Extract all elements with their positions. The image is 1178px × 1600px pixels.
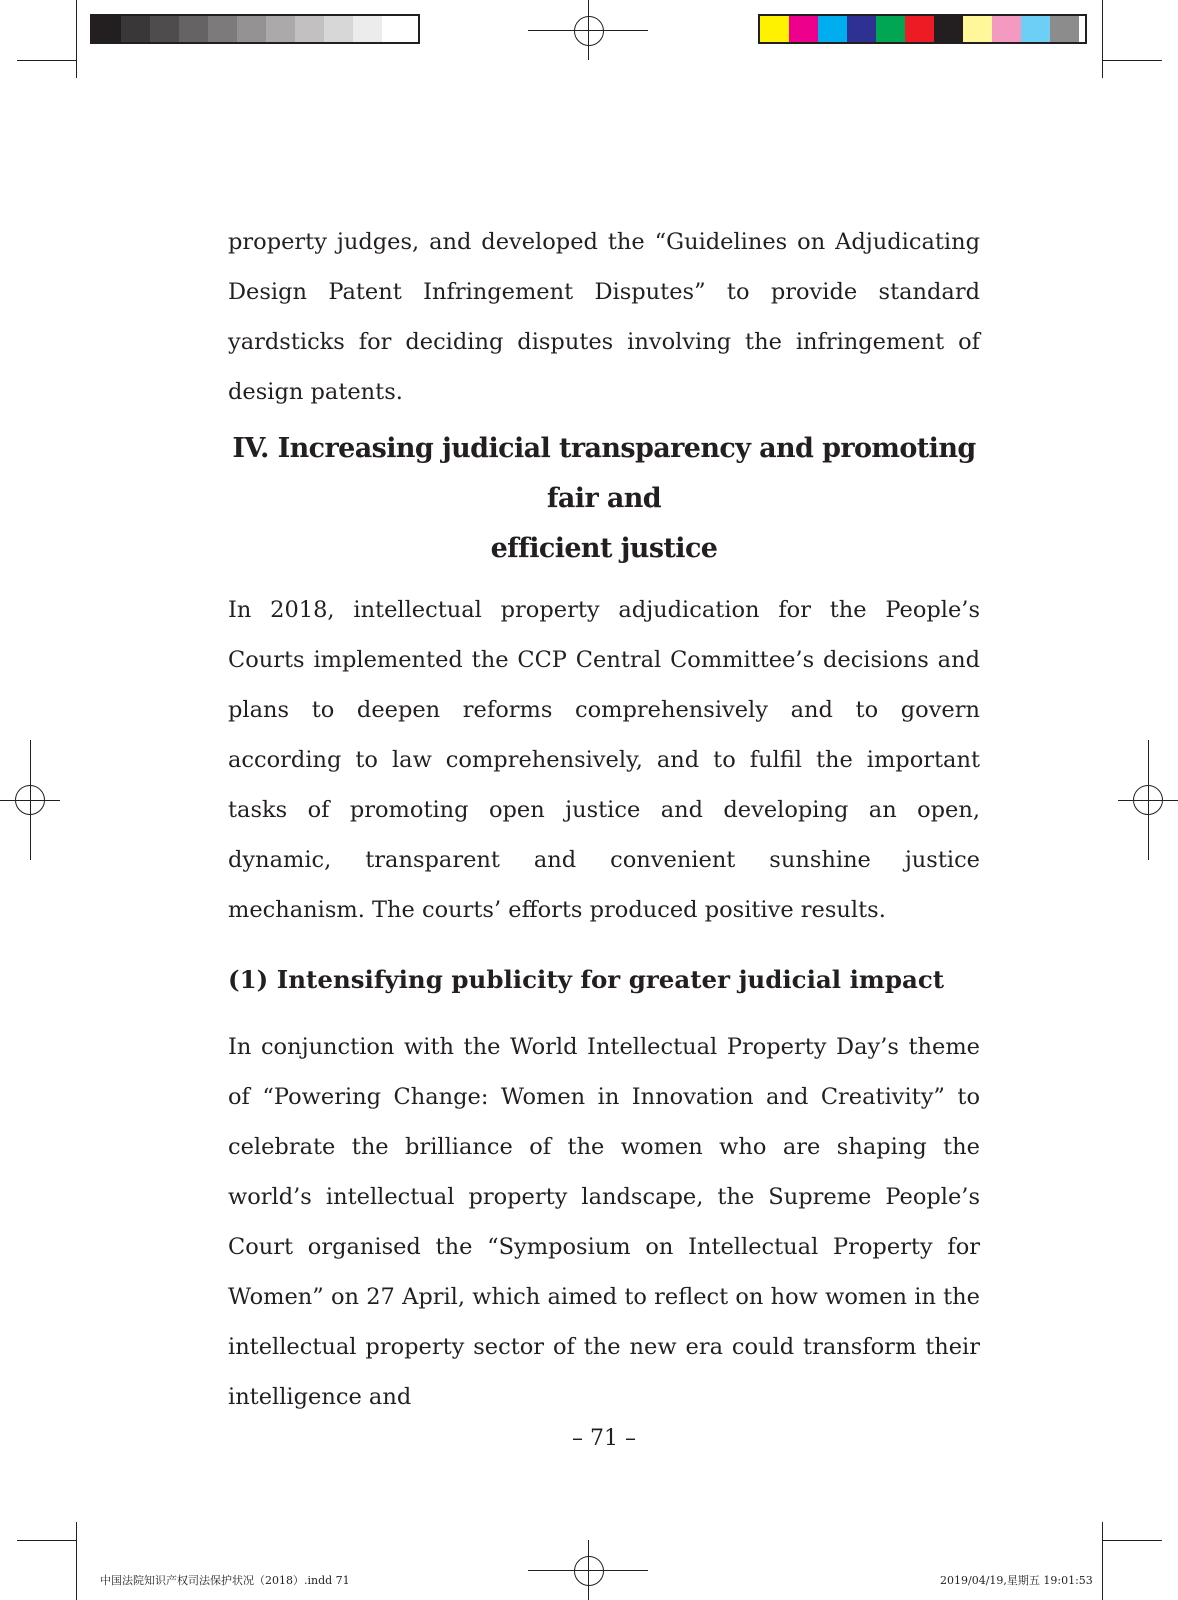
color-swatch bbox=[760, 16, 789, 42]
continuation-paragraph: property judges, and developed the “Guidelines on Adjudicating Design Patent Infringement Disputes” to provide standard yardsticks for deciding disputes involving the infringement of design patents. bbox=[228, 229, 980, 405]
crop-mark bbox=[1102, 0, 1103, 78]
intro-paragraph: In 2018, intellectual property adjudication for the People’s Courts implemented the CCP Central Committee’s decisions and plans to deepen reforms comprehensively and to govern according to law comprehensively, and to fulfil the important tasks of promoting open justice and developing an open, dynamic, transparent and convenient sunshine justice mechanism. The courts’ efforts produced positive results. bbox=[228, 597, 980, 923]
crop-mark bbox=[17, 1540, 77, 1541]
color-swatch bbox=[818, 16, 847, 42]
registration-mark-circle bbox=[574, 1556, 604, 1586]
color-swatch bbox=[1050, 16, 1079, 42]
crop-mark bbox=[1102, 1540, 1162, 1541]
color-swatch bbox=[847, 16, 876, 42]
slug-timestamp: 2019/04/19,星期五 19:01:53 bbox=[940, 1574, 1093, 1587]
gray-swatch bbox=[295, 16, 324, 42]
crop-mark bbox=[1102, 1522, 1103, 1600]
section-heading-line-2: efficient justice bbox=[490, 533, 718, 564]
crop-mark bbox=[76, 1522, 77, 1600]
gray-swatch bbox=[92, 16, 121, 42]
gray-swatch bbox=[208, 16, 237, 42]
slug-filename: 中国法院知识产权司法保护状况（2018）.indd 71 bbox=[100, 1574, 350, 1587]
color-swatch bbox=[963, 16, 992, 42]
crop-mark bbox=[1102, 60, 1162, 61]
gray-swatch bbox=[121, 16, 150, 42]
gray-swatch bbox=[179, 16, 208, 42]
section-heading bbox=[228, 424, 980, 574]
gray-swatch bbox=[382, 16, 411, 42]
color-swatch bbox=[905, 16, 934, 42]
color-swatch bbox=[789, 16, 818, 42]
gray-swatch bbox=[150, 16, 179, 42]
registration-mark-circle bbox=[15, 785, 45, 815]
crop-mark bbox=[76, 0, 77, 78]
gray-swatch bbox=[237, 16, 266, 42]
process-color-bar bbox=[758, 14, 1087, 44]
color-swatch bbox=[876, 16, 905, 42]
registration-mark-circle bbox=[574, 16, 604, 46]
color-swatch bbox=[934, 16, 963, 42]
gray-swatch bbox=[324, 16, 353, 42]
gray-swatch bbox=[353, 16, 382, 42]
grayscale-color-bar bbox=[90, 14, 420, 44]
gray-swatch bbox=[266, 16, 295, 42]
section-heading-line-1: IV. Increasing judicial transparency and promoting fair and bbox=[232, 433, 976, 514]
body-paragraph: In conjunction with the World Intellectual Property Day’s theme of “Powering Change: Women in Innovation and Creativity” to celebrate the brilliance of the women who are shaping the world’s intellectual property landscape, the Supreme People’s Court organised the “Symposium on Intellectual Property for Women” on 27 April, which aimed to reflect on how women in the intellectual property sector of the new era could transform their intelligence and bbox=[228, 1034, 980, 1410]
color-swatch bbox=[992, 16, 1021, 42]
page-number: – 71 – bbox=[572, 1426, 636, 1451]
color-swatch bbox=[1021, 16, 1050, 42]
registration-mark-circle bbox=[1133, 785, 1163, 815]
crop-mark bbox=[17, 60, 77, 61]
subsection-heading: (1) Intensifying publicity for greater judicial impact bbox=[228, 965, 945, 994]
